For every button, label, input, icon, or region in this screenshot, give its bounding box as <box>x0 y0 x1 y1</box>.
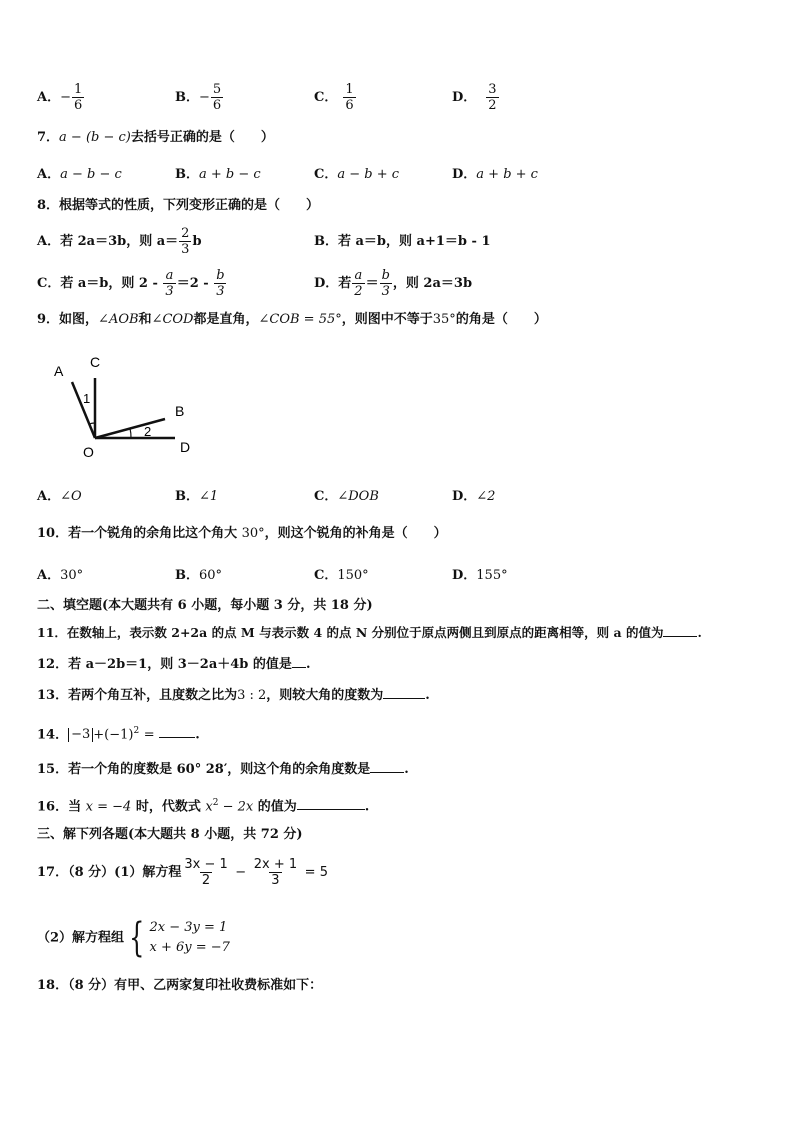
frac-den: 3 <box>181 242 190 257</box>
option-text: ＝2 - <box>176 276 214 291</box>
option-label: B． <box>175 90 199 105</box>
option-label: A． <box>37 167 61 182</box>
degree: 35° <box>432 312 456 327</box>
option-label: D． <box>452 167 477 182</box>
angle-figure <box>50 350 210 460</box>
frac-den: 6 <box>212 98 222 113</box>
option-label: B． <box>175 568 199 583</box>
operator: = <box>143 727 155 743</box>
option-label: D． <box>452 90 477 105</box>
option-label: B． <box>175 489 199 504</box>
expression: a − (b − c) <box>59 130 131 145</box>
equation: x + 6y = −7 <box>149 940 230 955</box>
question-text: 10．若一个锐角的余角比这个角大 <box>37 526 238 541</box>
label-d: D <box>180 439 191 455</box>
absolute-value: −3 <box>68 728 93 742</box>
q12 <box>37 655 310 674</box>
q8-option-a[interactable] <box>37 226 202 257</box>
q17-part2 <box>37 915 230 961</box>
q8-option-c[interactable] <box>37 268 228 299</box>
expression: − 2x <box>218 799 254 815</box>
exponent: 2 <box>212 798 219 808</box>
option-text: ，则 2a＝3b <box>392 276 473 291</box>
q14 <box>37 722 200 744</box>
option-text: 60° <box>199 568 223 583</box>
option-label: C． <box>314 489 338 504</box>
question-text: ，则较大角的度数为 <box>266 688 384 703</box>
frac-num: b <box>381 268 390 283</box>
option-label: D． <box>452 489 477 504</box>
option-label: A． <box>37 489 61 504</box>
sign: − <box>60 90 71 105</box>
option-text: b <box>192 234 202 249</box>
degree: 30° <box>241 526 265 541</box>
question-text: （2）解方程组 <box>37 930 125 946</box>
condition: ∠COB = 55° <box>258 312 342 327</box>
frac-den: 6 <box>345 98 354 113</box>
frac-den: 2 <box>201 873 211 888</box>
q7-option-b[interactable] <box>175 166 261 184</box>
q9-stem <box>37 311 547 329</box>
frac-den: 6 <box>74 98 83 113</box>
label-angle-2: 2 <box>144 424 152 439</box>
frac-num: b <box>216 268 225 283</box>
equation: 2x − 3y = 1 <box>149 920 228 935</box>
label-a: A <box>54 363 64 379</box>
section-heading-fill-in: 二、填空题(本大题共有 6 小题，每小题 3 分，共 18 分) <box>37 598 373 613</box>
question-end: . <box>697 625 702 640</box>
question-text: 15．若一个角的度数是 60° 28′，则这个角的余角度数是 <box>37 762 371 777</box>
q7-stem <box>37 129 274 147</box>
q13 <box>37 686 430 705</box>
question-text: 的角是（ ） <box>455 312 547 327</box>
answer-blank[interactable] <box>292 655 306 668</box>
q10-stem <box>37 525 447 543</box>
section-heading-solve: 三、解下列各题(本大题共 8 小题，共 72 分) <box>37 827 303 842</box>
frac-num: 5 <box>212 82 222 97</box>
option-label: D． <box>452 568 477 583</box>
answer-blank[interactable] <box>383 686 425 699</box>
option-text: a + b − c <box>199 167 261 182</box>
q10-option-c[interactable] <box>314 567 369 585</box>
option-label: C． <box>314 167 338 182</box>
label-o: O <box>83 444 94 460</box>
angle-2-arc <box>130 429 131 439</box>
expression: x <box>205 799 213 815</box>
frac-den: 3 <box>165 284 174 299</box>
frac-num: a <box>354 268 363 283</box>
question-text: 都是直角， <box>193 312 259 327</box>
condition: x = −4 <box>85 799 132 815</box>
frac-num: a <box>165 268 174 283</box>
label-c: C <box>90 354 101 370</box>
option-text: 150° <box>337 568 369 583</box>
question-number: 14． <box>37 727 69 743</box>
option-text: ∠DOB <box>337 489 379 504</box>
answer-blank[interactable] <box>663 624 697 637</box>
option-text: 30° <box>60 568 84 583</box>
q9-option-d[interactable] <box>452 488 495 506</box>
q10-option-d[interactable] <box>452 567 508 585</box>
q9-option-c[interactable] <box>314 488 379 506</box>
q9-option-b[interactable] <box>175 488 218 506</box>
q8-option-d[interactable] <box>314 268 472 299</box>
angle-label: ∠COD <box>151 312 194 327</box>
label-angle-1: 1 <box>83 391 91 406</box>
answer-blank[interactable] <box>297 797 365 810</box>
option-label: A． <box>37 568 61 583</box>
label-b: B <box>175 403 185 419</box>
question-text: 时，代数式 <box>135 799 201 815</box>
question-number: 7． <box>37 130 60 145</box>
q8-option-b[interactable]: B．若 a＝b，则 a+1＝b - 1 <box>314 234 491 249</box>
q6-option-b[interactable] <box>175 82 224 113</box>
frac-num: 1 <box>74 82 83 97</box>
frac-num: 2 <box>181 226 190 241</box>
frac-den: 3 <box>381 284 390 299</box>
option-text: ∠2 <box>476 489 496 504</box>
question-text: 的值为 <box>257 799 297 815</box>
option-text: D．若 <box>314 276 352 291</box>
q6-option-c[interactable] <box>314 82 357 113</box>
answer-blank[interactable] <box>370 760 404 773</box>
frac-num: 3 <box>488 82 497 97</box>
option-label: B． <box>175 167 199 182</box>
question-text: 17．（8 分）(1）解方程 <box>37 865 182 880</box>
option-text: a + b + c <box>476 167 538 182</box>
option-text: ∠O <box>60 489 82 504</box>
frac-den: 2 <box>354 284 363 299</box>
question-text: 11．在数轴上，表示数 2+2a 的点 M 与表示数 4 的点 N 分别位于原点两侧且到原点的距离相等，则 a 的值为 <box>37 625 664 640</box>
ratio: 3 : 2 <box>237 688 267 703</box>
question-text: 16．当 <box>37 799 82 815</box>
question-end: . <box>305 657 311 672</box>
operator: − <box>235 865 247 880</box>
operator: + <box>93 727 105 743</box>
q9-option-a[interactable] <box>37 488 82 506</box>
q7-option-a[interactable] <box>37 166 122 184</box>
question-text: 13．若两个角互补，且度数之比为 <box>37 688 238 703</box>
power-base: (−1) <box>104 727 134 743</box>
q10-option-a[interactable] <box>37 567 83 585</box>
q8-stem: 8．根据等式的性质，下列变形正确的是（ ） <box>37 198 320 213</box>
q18-stem: 18．（8 分）有甲、乙两家复印社收费标准如下： <box>37 978 323 993</box>
option-label: C． <box>314 90 338 105</box>
answer-blank[interactable] <box>159 725 195 738</box>
q10-option-b[interactable] <box>175 567 222 585</box>
frac-num: 3x − 1 <box>184 857 228 872</box>
option-text: A．若 2a＝3b，则 a＝ <box>37 234 179 249</box>
question-text: ，则这个锐角的补角是（ ） <box>264 526 447 541</box>
exponent: 2 <box>133 726 140 736</box>
option-text: ∠1 <box>199 489 219 504</box>
sign: − <box>199 90 210 105</box>
question-text: 12．若 a－2b＝1，则 3－2a＋4b 的值是 <box>37 657 292 672</box>
question-text: 9．如图， <box>37 312 99 327</box>
q17-part1 <box>37 857 328 888</box>
q11 <box>37 624 702 642</box>
frac-num: 1 <box>345 82 354 97</box>
equation-rhs: = 5 <box>304 865 328 880</box>
option-label: A． <box>37 90 61 105</box>
frac-den: 3 <box>216 284 225 299</box>
question-end: . <box>404 762 409 777</box>
q6-option-a[interactable] <box>37 82 85 113</box>
option-text: a − b − c <box>60 167 122 182</box>
frac-den: 3 <box>271 873 280 888</box>
brace-icon: { <box>129 915 145 961</box>
q16 <box>37 794 369 816</box>
option-text: 155° <box>476 568 508 583</box>
q6-option-d[interactable] <box>452 82 500 113</box>
frac-num: 2x + 1 <box>253 857 298 872</box>
question-text: 和 <box>138 312 152 327</box>
q15 <box>37 760 409 779</box>
equation-system <box>124 915 230 961</box>
option-text: C．若 a＝b，则 2 - <box>37 276 163 291</box>
q7-option-c[interactable] <box>314 166 399 184</box>
q7-option-d[interactable] <box>452 166 538 184</box>
question-end: . <box>425 688 430 703</box>
question-text: ，则图中不等于 <box>341 312 433 327</box>
question-end: . <box>195 727 200 743</box>
question-end: . <box>364 799 370 815</box>
option-label: C． <box>314 568 338 583</box>
option-text: ＝ <box>365 276 379 291</box>
angle-label: ∠AOB <box>98 312 139 327</box>
option-text: a − b + c <box>337 167 400 182</box>
question-text: 去括号正确的是（ ） <box>130 130 274 145</box>
frac-den: 2 <box>488 98 497 113</box>
